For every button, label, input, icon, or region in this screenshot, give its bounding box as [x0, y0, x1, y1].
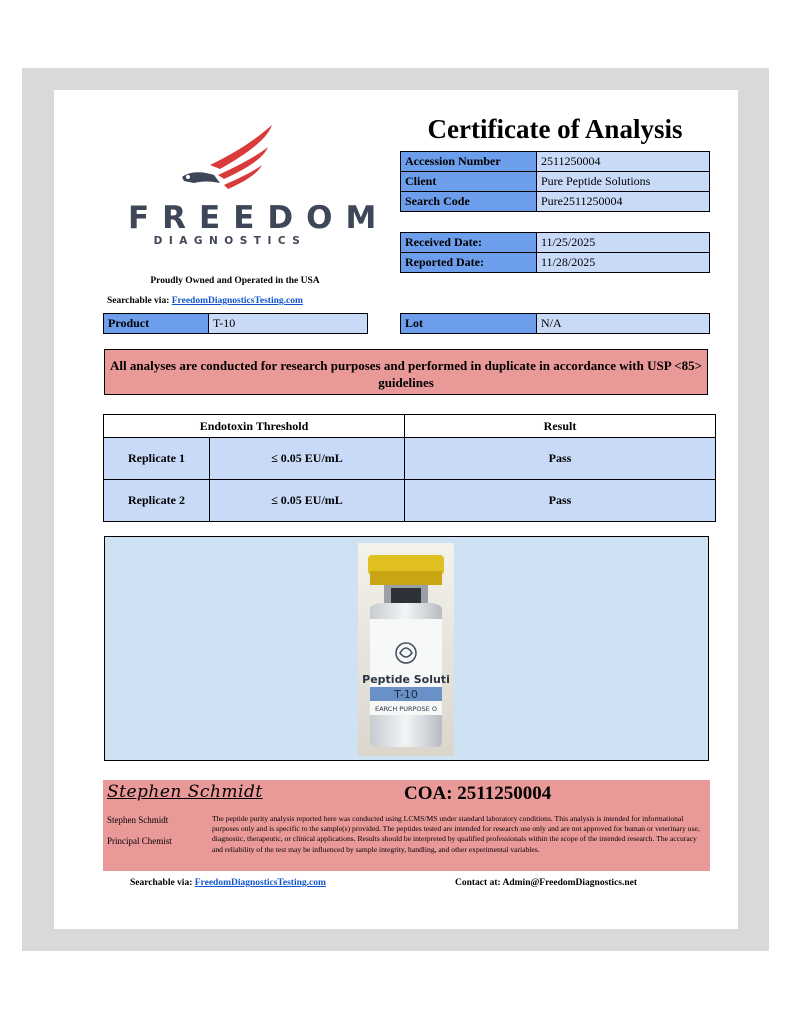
footer-searchable [130, 878, 326, 888]
accession-label: Accession Number [401, 152, 537, 172]
replicate-name: Replicate 1 [104, 438, 210, 480]
threshold-header: Endotoxin Threshold [104, 415, 405, 438]
coa-number: COA: 2511250004 [404, 783, 552, 804]
lot-table [400, 313, 710, 334]
endotoxin-table [103, 414, 716, 522]
brand-name: FREEDOM [128, 200, 390, 236]
lot-value: N/A [537, 314, 710, 334]
eagle-logo-icon [180, 125, 280, 195]
reported-label: Reported Date: [401, 253, 537, 273]
searchable-label: Searchable via: [107, 296, 170, 306]
received-label: Received Date: [401, 233, 537, 253]
table-row [401, 192, 710, 212]
client-value: Pure Peptide Solutions [537, 172, 710, 192]
tagline: Proudly Owned and Operated in the USA [150, 276, 320, 286]
lot-label: Lot [401, 314, 537, 334]
product-table [103, 313, 368, 334]
table-row [401, 152, 710, 172]
vial-photo [358, 543, 454, 756]
product-value: T-10 [209, 314, 368, 334]
table-row [104, 314, 368, 334]
footer-searchable-link[interactable]: FreedomDiagnosticsTesting.com [194, 878, 326, 888]
research-notice: All analyses are conducted for research purposes and performed in duplicate in accordance with USP <85> guidelines [104, 349, 708, 395]
signer-name: Stephen Schmidt [107, 815, 169, 825]
replicate-threshold: ≤ 0.05 EU/mL [210, 480, 405, 522]
footer-searchable-label: Searchable via: [130, 878, 193, 888]
replicate-name: Replicate 2 [104, 480, 210, 522]
reported-value: 11/28/2025 [537, 253, 710, 273]
table-row [401, 314, 710, 334]
search-code-label: Search Code [401, 192, 537, 212]
replicate-result: Pass [405, 438, 716, 480]
dates-table [400, 232, 710, 273]
client-label: Client [401, 172, 537, 192]
table-row [401, 233, 710, 253]
table-header-row [104, 415, 716, 438]
search-code-value: Pure2511250004 [537, 192, 710, 212]
searchable-link[interactable]: FreedomDiagnosticsTesting.com [171, 296, 303, 306]
vial-product-text: T-10 [394, 688, 418, 701]
signature: Stephen Schmidt [107, 782, 263, 802]
page-title: Certificate of Analysis [427, 114, 683, 144]
table-row [104, 480, 716, 522]
vial-brand-text: Peptide Soluti [362, 673, 450, 686]
disclaimer-text: The peptide purity analysis reported here was conducted using LCMS/MS under standard laboratory conditions. This analysis is intended for informational purposes only and is specific to the sample(s) provided. The peptides tested are intended for research use only and are not approved for human or veterinary use, diagnostic, therapeutic, or clinical applications. Results should be interpreted by qualified professionals within the scope of the intended research. The accuracy and reliability of the test may be influenced by sample integrity, handling, and other experimental variables. [212, 814, 700, 854]
accession-table [400, 151, 710, 212]
result-header: Result [405, 415, 716, 438]
searchable-via [107, 296, 303, 306]
received-value: 11/25/2025 [537, 233, 710, 253]
contact-email: Contact at: Admin@FreedomDiagnostics.net [455, 878, 638, 888]
vial-purpose-text: EARCH PURPOSE O [375, 705, 437, 713]
accession-value: 2511250004 [537, 152, 710, 172]
table-row [401, 253, 710, 273]
replicate-result: Pass [405, 480, 716, 522]
replicate-threshold: ≤ 0.05 EU/mL [210, 438, 405, 480]
signer-role: Principal Chemist [107, 836, 172, 846]
table-row [104, 438, 716, 480]
brand-subtitle: DIAGNOSTICS [153, 235, 307, 247]
table-row [401, 172, 710, 192]
product-label: Product [104, 314, 209, 334]
